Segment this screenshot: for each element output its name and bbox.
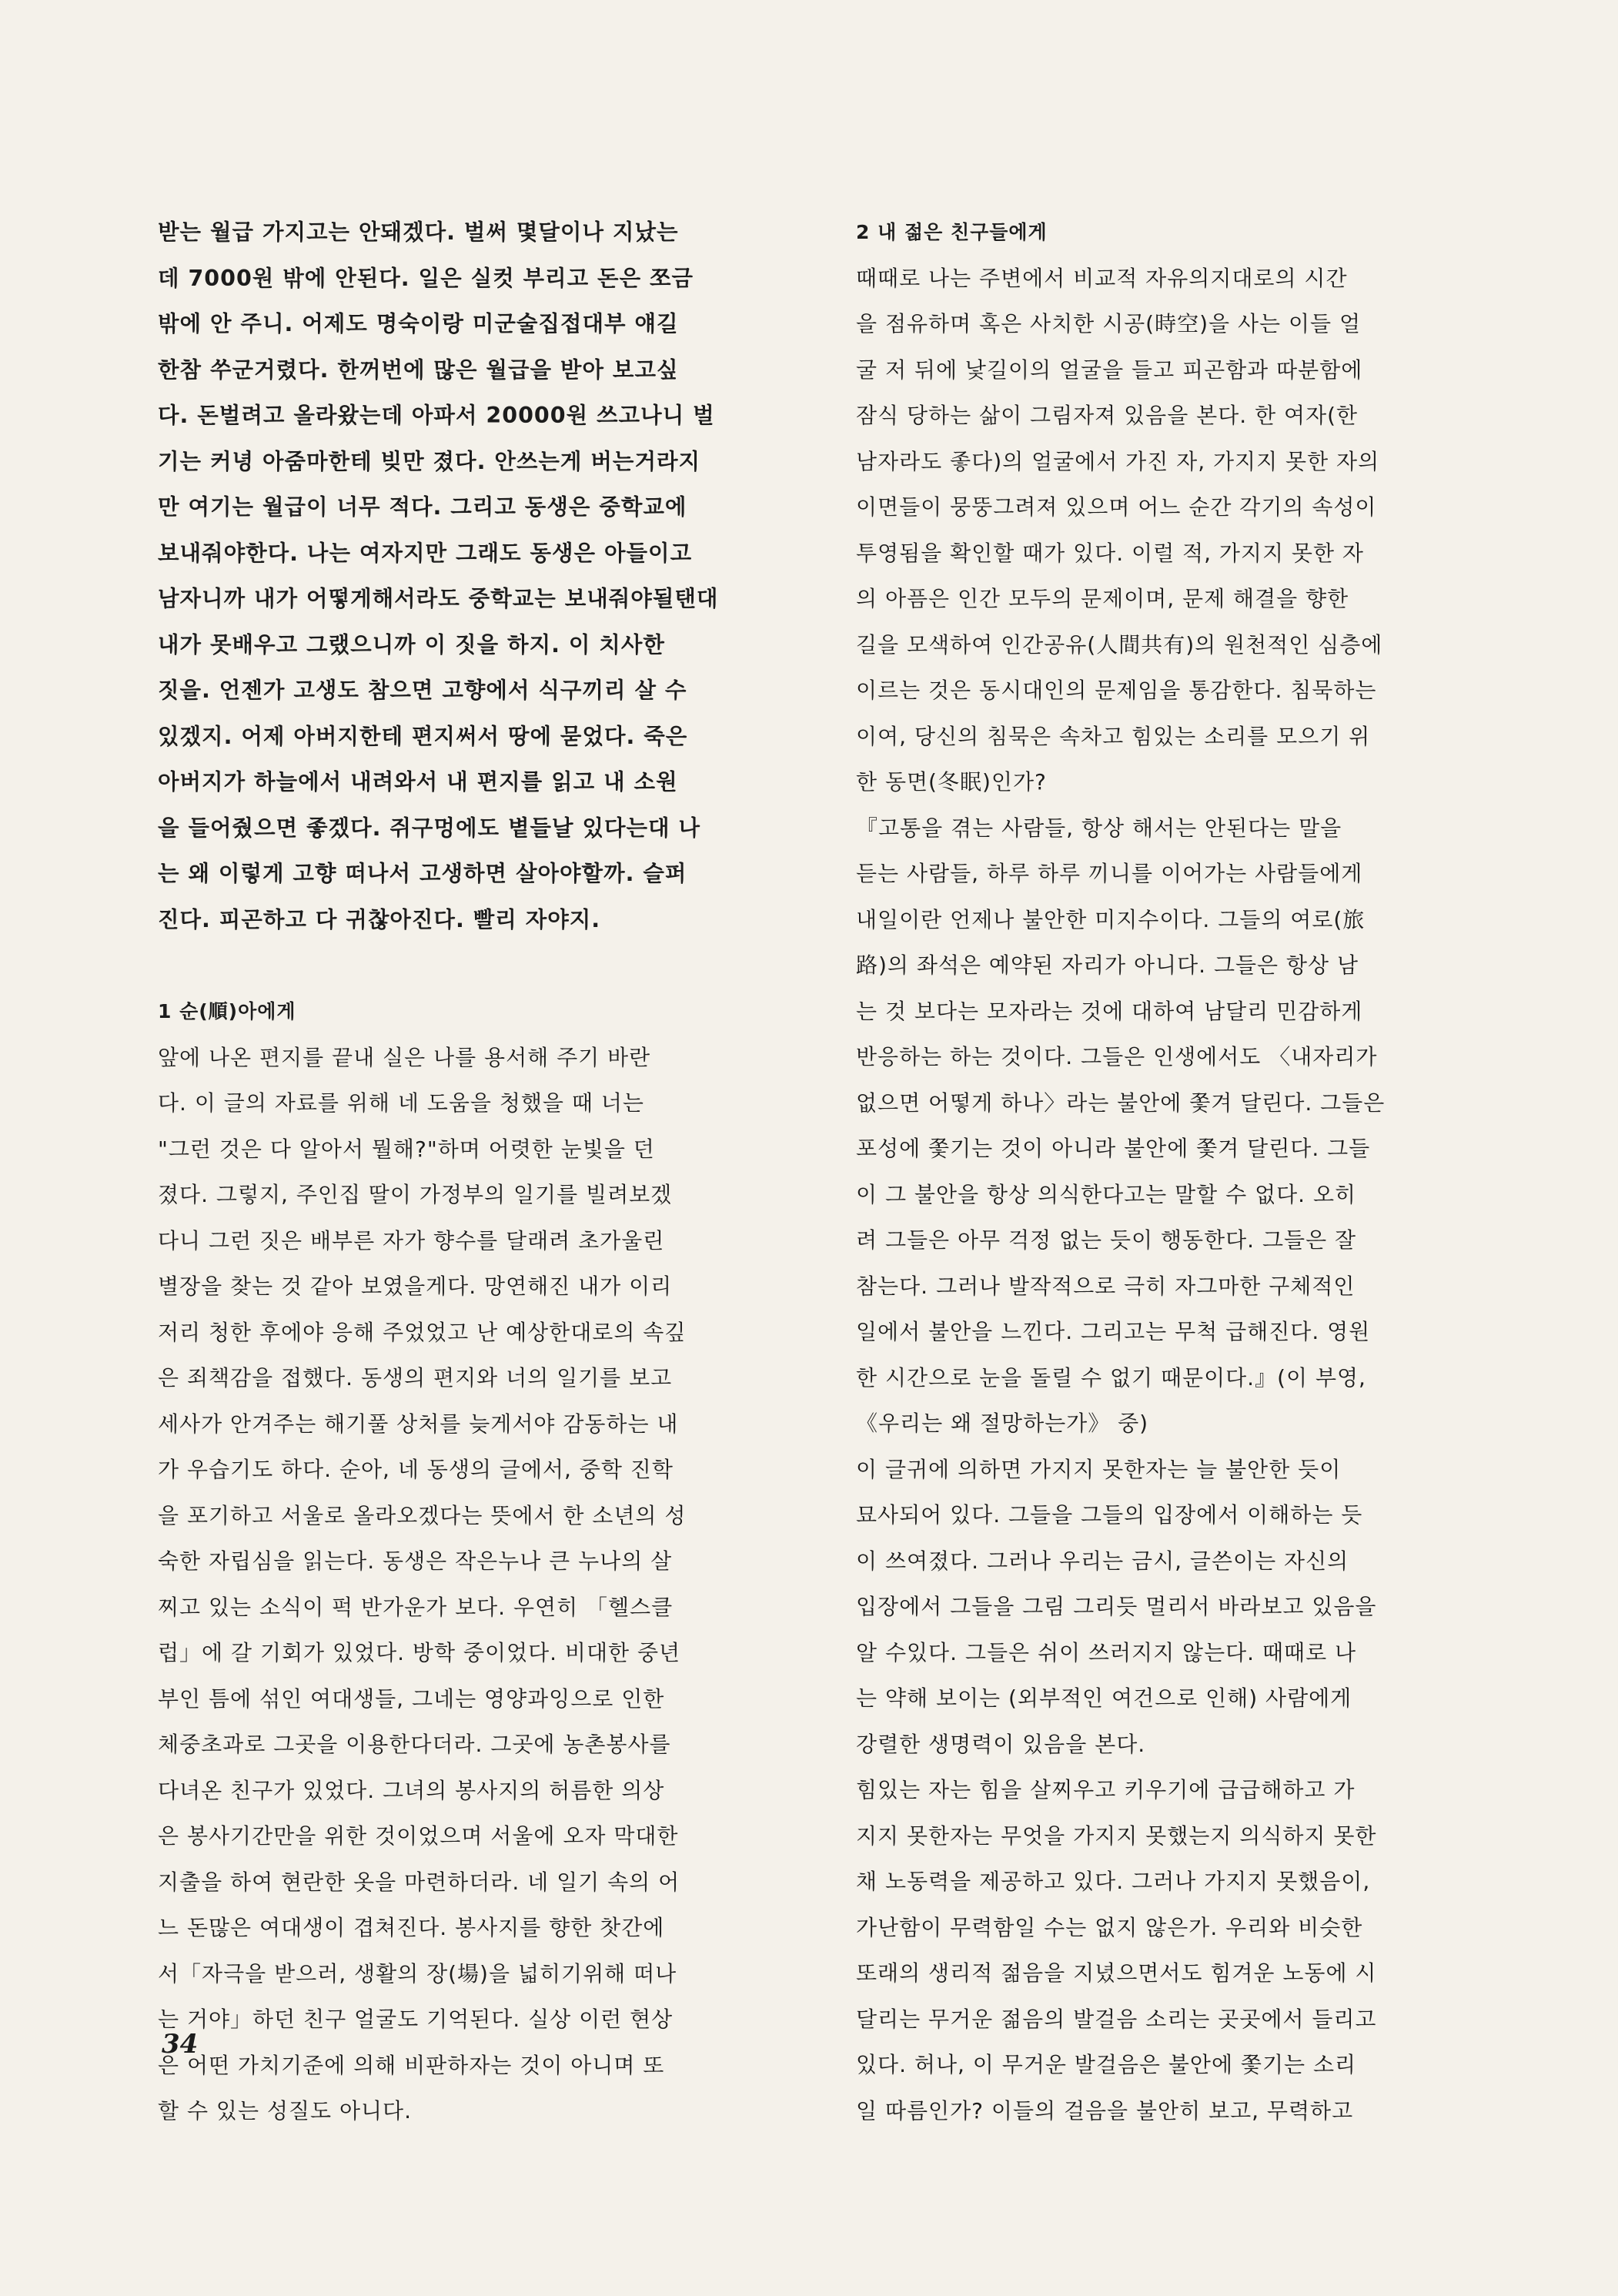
text-line: 보내줘야한다. 나는 여자지만 그래도 동생은 아들이고 (158, 540, 693, 566)
text-line: 또래의 생리적 젊음을 지녔으면서도 힘겨운 노동에 시 (856, 1960, 1377, 1986)
text-line: 짓을. 언젠가 고생도 참으면 고향에서 식구끼리 살 수 (158, 678, 687, 703)
text-line: 때때로 나는 주변에서 비교적 자유의지대로의 시간 (856, 265, 1348, 291)
text-line: 잠식 당하는 삶이 그림자져 있음을 본다. 한 여자(한 (856, 403, 1359, 428)
text-line: 한 시간으로 눈을 돌릴 수 없기 때문이다.』(이 부영, (856, 1364, 1366, 1391)
right-column (856, 209, 1479, 2134)
text-line: "그런 것은 다 알아서 뭘해?"하며 어렷한 눈빛을 던 (158, 1136, 655, 1162)
text-line: 내가 못배우고 그랬으니까 이 짓을 하지. 이 치사한 (158, 631, 665, 658)
text-line: 굴 저 뒤에 낯길이의 얼굴을 들고 피곤함과 따분함에 (856, 356, 1363, 383)
section1-heading: 1 순(順)아에게 (158, 1000, 296, 1022)
text-line: 지출을 하여 현란한 옷을 마련하더라. 네 일기 속의 어 (158, 1869, 680, 1895)
text-line: 다. 돈벌려고 올라왔는데 아파서 20000원 쓰고나니 벌 (158, 403, 715, 428)
text-line: 반응하는 하는 것이다. 그들은 인생에서도 〈내자리가 (856, 1044, 1378, 1069)
page-number: 34 (162, 2029, 199, 2060)
text-line: 포성에 쫓기는 것이 아니라 불안에 쫓겨 달린다. 그들 (856, 1136, 1371, 1161)
section-gap (158, 942, 797, 989)
text-line: 참는다. 그러나 발작적으로 극히 자그마한 구체적인 (856, 1273, 1356, 1299)
text-line: 한 동면(冬眠)인가? (856, 769, 1047, 795)
text-line: 는 것 보다는 모자라는 것에 대하여 남달리 민감하게 (856, 998, 1363, 1024)
section2-heading: 2 내 젊은 친구들에게 (856, 221, 1048, 243)
text-line: 지지 못한자는 무엇을 가지지 못했는지 의식하지 못한 (856, 1822, 1377, 1849)
text-line: 가난함이 무력함일 수는 없지 않은가. 우리와 비슷한 (856, 1914, 1363, 1940)
text-line: 『고통을 겪는 사람들, 항상 해서는 안된다는 말을 (856, 815, 1342, 841)
text-line: 을 점유하며 혹은 사치한 시공(時空)을 사는 이들 얼 (856, 311, 1362, 336)
section2-body (856, 256, 1479, 2134)
text-line: 럽」에 갈 기회가 있었다. 방학 중이었다. 비대한 중년 (158, 1640, 681, 1665)
text-line: 이르는 것은 동시대인의 문제임을 통감한다. 침묵하는 (856, 678, 1377, 703)
text-line: 부인 틈에 섞인 여대생들, 그네는 영양과잉으로 인한 (158, 1685, 665, 1712)
text-line: 일 따름인가? 이들의 걸음을 불안히 보고, 무력하고 (856, 2097, 1354, 2124)
text-line: 기는 커녕 아줌마한테 빚만 졌다. 안쓰는게 버는거라지 (158, 448, 701, 474)
section1-body (158, 1035, 797, 2134)
text-line: 받는 월급 가지고는 안돼겠다. 벌써 몇달이나 지났는 (158, 219, 679, 245)
text-line: 숙한 자립심을 읽는다. 동생은 작은누나 큰 누나의 살 (158, 1548, 673, 1574)
text-line: 내일이란 언제나 불안한 미지수이다. 그들의 여로(旅 (856, 906, 1366, 932)
text-line: 려 그들은 아무 걱정 없는 듯이 행동한다. 그들은 잘 (856, 1227, 1357, 1253)
text-line: 있겠지. 어제 아버지한테 편지써서 땅에 묻었다. 죽은 (158, 723, 688, 749)
text-line: 강렬한 생명력이 있음을 본다. (856, 1731, 1146, 1757)
text-line: 앞에 나온 편지를 끝내 실은 나를 용서해 주기 바란 (158, 1044, 651, 1070)
text-line: 은 봉사기간만을 위한 것이었으며 서울에 오자 막대한 (158, 1823, 679, 1849)
text-line: 다. 이 글의 자료를 위해 네 도움을 청했을 때 너는 (158, 1090, 644, 1116)
text-line: 달리는 무거운 젊음의 발걸음 소리는 곳곳에서 들리고 (856, 2006, 1377, 2032)
text-line: 별장을 찾는 것 같아 보였을게다. 망연해진 내가 이리 (158, 1274, 673, 1299)
text-line: 남자라도 좋다)의 얼굴에서 가진 자, 가지지 못한 자의 (856, 448, 1380, 474)
text-line: 의 아픔은 인간 모두의 문제이며, 문제 해결을 향한 (856, 586, 1349, 611)
text-line: 체중초과로 그곳을 이용한다더라. 그곳에 농촌봉사를 (158, 1732, 671, 1757)
text-line: 는 거야」하던 친구 얼굴도 기억된다. 실상 이런 현상 (158, 2006, 674, 2032)
text-line: 이여, 당신의 침묵은 속차고 힘있는 소리를 모으기 위 (856, 723, 1371, 749)
text-line: 이 쓰여졌다. 그러나 우리는 금시, 글쓴이는 자신의 (856, 1548, 1349, 1574)
text-line: 路)의 좌석은 예약된 자리가 아니다. 그들은 항상 남 (856, 952, 1359, 978)
text-line: 을 들어줬으면 좋겠다. 쥐구멍에도 볕들날 있다는대 나 (158, 815, 701, 841)
text-line: 아버지가 하늘에서 내려와서 내 편지를 읽고 내 소원 (158, 769, 678, 795)
text-line: 이 그 불안을 항상 의식한다고는 말할 수 없다. 오히 (856, 1181, 1357, 1207)
text-line: 입장에서 그들을 그림 그리듯 멀리서 바라보고 있음을 (856, 1594, 1377, 1619)
text-line: 할 수 있는 성질도 아니다. (158, 2098, 412, 2124)
text-line: 《우리는 왜 절망하는가》 중) (856, 1411, 1149, 1436)
text-line: 느 돈많은 여대생이 겹쳐진다. 봉사지를 향한 찻간에 (158, 1915, 665, 1940)
text-line: 세사가 안겨주는 해기풀 상처를 늦게서야 감동하는 내 (158, 1411, 679, 1437)
text-line: 가 우습기도 하다. 순아, 네 동생의 글에서, 중학 진학 (158, 1457, 674, 1482)
diary-excerpt (158, 209, 797, 942)
text-line: 이 글귀에 의하면 가지지 못한자는 늘 불안한 듯이 (856, 1456, 1342, 1482)
text-line: 한참 쑤군거렸다. 한꺼번에 많은 월급을 받아 보고싶 (158, 356, 679, 383)
text-line: 을 포기하고 서울로 올라오겠다는 뜻에서 한 소년의 성 (158, 1502, 687, 1528)
text-line: 저리 청한 후에야 응해 주었었고 난 예상한대로의 속깊 (158, 1319, 687, 1345)
text-line: 듣는 사람들, 하루 하루 끼니를 이어가는 사람들에게 (856, 861, 1363, 886)
text-line: 졌다. 그렇지, 주인집 딸이 가정부의 일기를 빌려보겠 (158, 1182, 673, 1207)
text-line: 데 7000원 밖에 안된다. 일은 실컷 부리고 돈은 쪼금 (158, 265, 694, 291)
text-line: 은 어떤 가치기준에 의해 비판하자는 것이 아니며 또 (158, 2052, 665, 2078)
text-line: 은 죄책감을 접했다. 동생의 편지와 너의 일기를 보고 (158, 1365, 673, 1391)
text-line: 다니 그런 짓은 배부른 자가 향수를 달래려 초가울린 (158, 1227, 665, 1253)
text-line: 채 노동력을 제공하고 있다. 그러나 가지지 못했음이, (856, 1869, 1371, 1894)
text-line: 이면들이 뭉뚱그려져 있으며 어느 순간 각기의 속성이 (856, 494, 1377, 520)
text-line: 는 왜 이렇게 고향 떠나서 고생하면 살아야할까. 슬퍼 (158, 861, 687, 886)
text-line: 투영됨을 확인할 때가 있다. 이럴 적, 가지지 못한 자 (856, 540, 1364, 566)
text-line: 없으면 어떻게 하나〉라는 불안에 쫓겨 달린다. 그들은 (856, 1089, 1386, 1116)
text-line: 남자니까 내가 어떻게해서라도 중학교는 보내줘야될탠대 (158, 586, 719, 611)
text-line: 진다. 피곤하고 다 귀찮아진다. 빨리 자야지. (158, 906, 601, 932)
text-line: 만 여기는 월급이 너무 적다. 그리고 동생은 중학교에 (158, 494, 687, 520)
text-line: 찌고 있는 소식이 퍽 반가운가 보다. 우연히 「헬스클 (158, 1594, 674, 1620)
text-line: 일에서 불안을 느낀다. 그리고는 무척 급해진다. 영원 (856, 1319, 1371, 1344)
text-line: 묘사되어 있다. 그들을 그들의 입장에서 이해하는 듯 (856, 1502, 1363, 1528)
text-line: 있다. 허나, 이 무거운 발걸음은 불안에 쫓기는 소리 (856, 2052, 1357, 2077)
text-line: 는 약해 보이는 (외부적인 여건으로 인해) 사람에게 (856, 1685, 1352, 1711)
text-line: 힘있는 자는 힘을 살찌우고 키우기에 급급해하고 가 (856, 1777, 1356, 1802)
text-line: 밖에 안 주니. 어제도 명숙이랑 미군술집접대부 얘길 (158, 311, 679, 336)
text-line: 서「자극을 받으러, 생활의 장(場)을 넓히기위해 떠나 (158, 1960, 677, 1986)
text-line: 알 수있다. 그들은 쉬이 쓰러지지 않는다. 때때로 나 (856, 1639, 1357, 1665)
left-column (158, 209, 797, 2134)
text-line: 다녀온 친구가 있었다. 그녀의 봉사지의 허름한 의상 (158, 1777, 665, 1803)
text-line: 길을 모색하여 인간공유(人間共有)의 원천적인 심층에 (856, 631, 1383, 658)
